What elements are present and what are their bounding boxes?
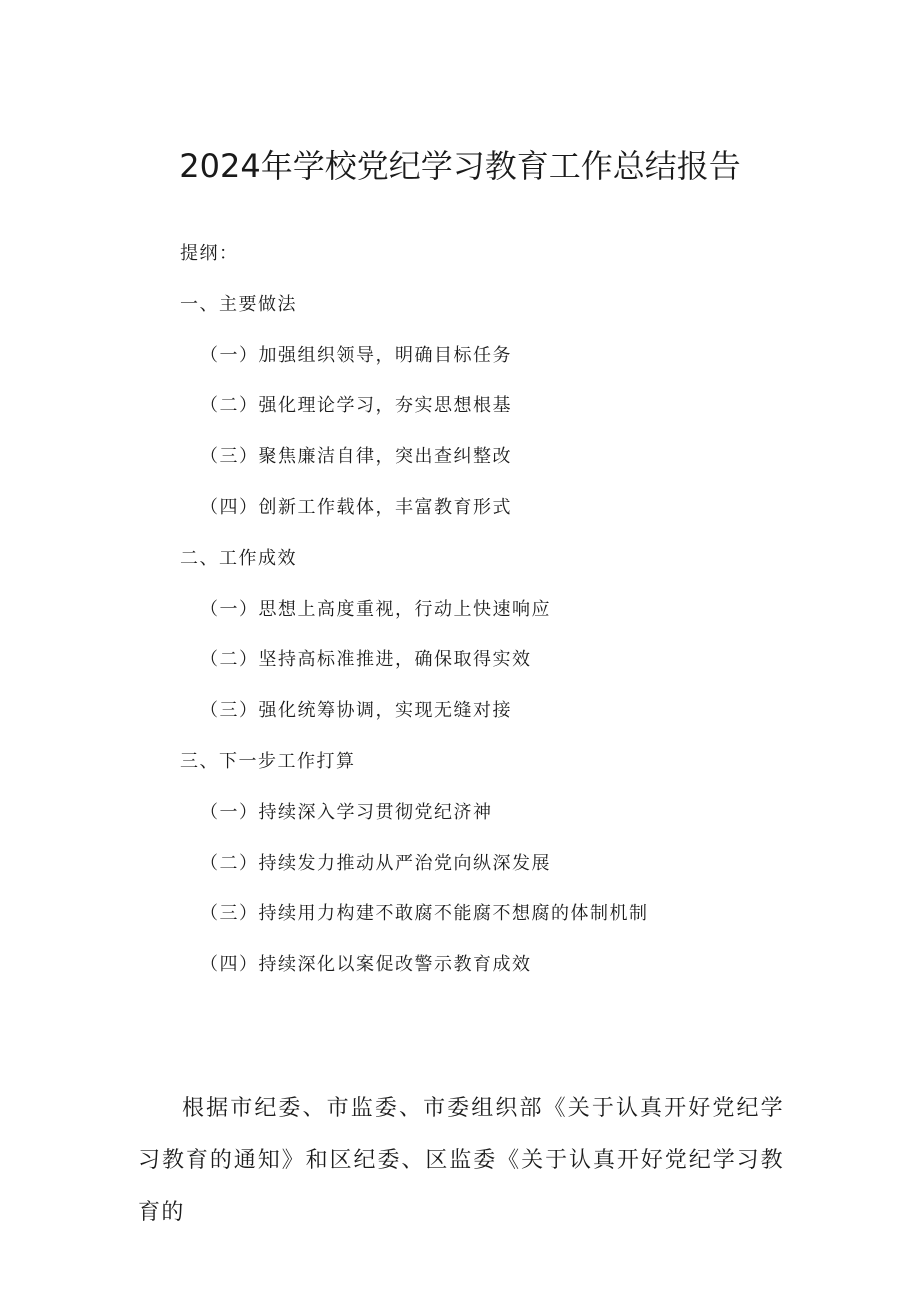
outline-item: 三、下一步工作打算 [180,750,356,772]
outline-item: （二）持续发力推动从严治党向纵深发展 [200,852,551,874]
outline-item: （四）持续深化以案促改警示教育成效 [200,954,532,976]
outline-label: 提纲： [180,243,239,264]
outline-item: 一、主要做法 [180,293,297,315]
outline-list [180,237,649,999]
outline-item: （三）持续用力构建不敢腐不能腐不想腐的体制机制 [200,903,649,925]
outline-item: （三）强化统筹协调，实现无缝对接 [200,700,512,722]
outline-item: 二、工作成效 [180,547,297,569]
outline-item: （二）强化理论学习，夯实思想根基 [200,395,512,417]
document-title: 2024年学校党纪学习教育工作总结报告 [179,147,741,185]
outline-item: （四）创新工作载体，丰富教育形式 [200,496,512,518]
outline-item: （一）持续深入学习贯彻党纪济神 [200,801,493,823]
outline-item: （三）聚焦廉洁自律，突出查纠整改 [200,446,512,468]
outline-item: （一）思想上高度重视，行动上快速响应 [200,598,551,620]
outline-item: （二）坚持高标准推进，确保取得实效 [200,649,532,671]
outline-item: （一）加强组织领导，明确目标任务 [200,344,512,366]
body-paragraph: 根据市纪委、市监委、市委组织部《关于认真开好党纪学习教育的通知》和区纪委、区监委《关于认真开好党纪学习教育的 [138,1096,784,1225]
